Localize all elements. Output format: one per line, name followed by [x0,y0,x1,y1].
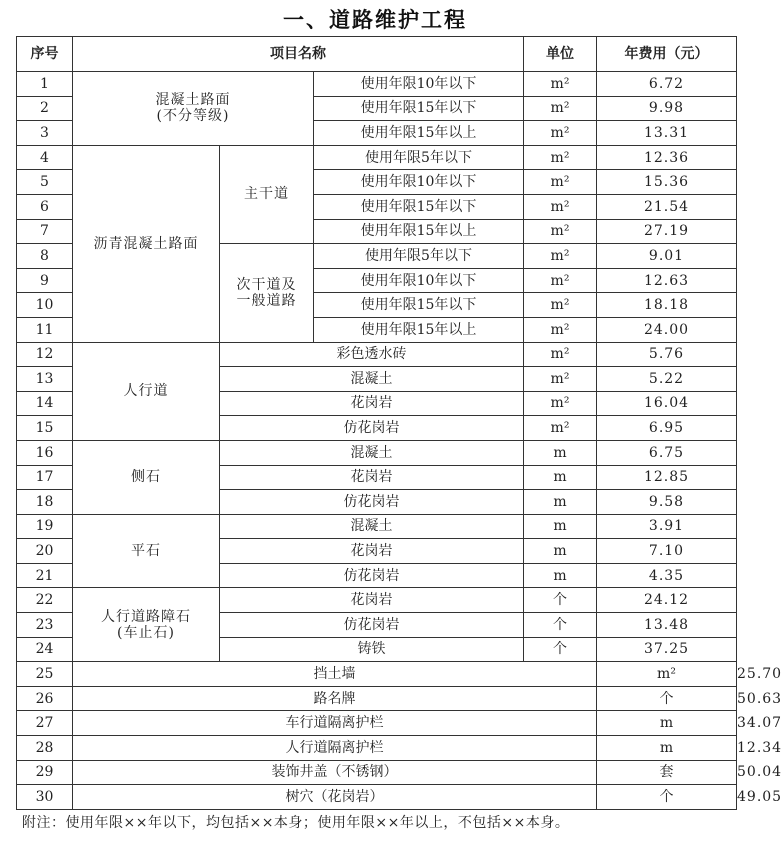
table-row [17,588,737,613]
row-seq: 26 [17,686,73,711]
row-seq: 20 [17,539,73,564]
row-seq: 15 [17,416,73,441]
row-fee: 13.31 [597,121,737,146]
row-item: 挡土墙 [73,662,597,687]
subcategory-minor-road: 次干道及 一般道路 [220,244,314,342]
row-seq: 12 [17,342,73,367]
row-unit: m² [524,219,597,244]
row-fee: 5.22 [597,367,737,392]
row-unit: m² [524,72,597,97]
row-fee: 7.10 [597,539,737,564]
row-fee: 21.54 [597,194,737,219]
category-flat-stone: 平石 [73,514,220,588]
table-row [17,342,737,367]
row-unit: m² [597,662,737,687]
row-unit: m [524,465,597,490]
row-seq: 17 [17,465,73,490]
row-unit: m [597,736,737,761]
row-fee: 24.12 [597,588,737,613]
row-item: 车行道隔离护栏 [73,711,597,736]
row-unit: m [524,514,597,539]
row-seq: 3 [17,121,73,146]
row-seq: 7 [17,219,73,244]
row-fee: 12.36 [597,145,737,170]
row-item: 使用年限15年以下 [314,194,524,219]
row-seq: 30 [17,785,73,810]
row-item: 铸铁 [220,637,524,662]
row-unit: m² [524,391,597,416]
row-fee: 4.35 [597,563,737,588]
row-seq: 27 [17,711,73,736]
row-seq: 21 [17,563,73,588]
table-row [17,72,737,97]
row-fee: 9.58 [597,490,737,515]
row-seq: 23 [17,613,73,638]
row-item: 人行道隔离护栏 [73,736,597,761]
row-item: 仿花岗岩 [220,613,524,638]
table-row: 28 人行道隔离护栏 m 12.34 [17,736,737,761]
row-seq: 24 [17,637,73,662]
header-fee: 年费用（元） [597,37,737,72]
row-item: 仿花岗岩 [220,563,524,588]
table-row: 25 挡土墙 m² 25.70 [17,662,737,687]
row-seq: 10 [17,293,73,318]
row-seq: 4 [17,145,73,170]
table-header-row [17,37,737,72]
row-item: 路名牌 [73,686,597,711]
row-unit: m [524,563,597,588]
row-fee: 6.72 [597,72,737,97]
footnote: 附注：使用年限××年以下，均包括××本身；使用年限××年以上，不包括××本身。 [22,815,570,831]
table-row [17,440,737,465]
row-fee: 27.19 [597,219,737,244]
table-row: 26 路名牌 个 50.63 [17,686,737,711]
row-fee: 9.98 [597,96,737,121]
header-seq: 序号 [17,37,73,72]
row-item: 使用年限5年以下 [314,244,524,269]
row-unit: m [524,490,597,515]
row-item: 使用年限15年以下 [314,293,524,318]
row-seq: 25 [17,662,73,687]
category-concrete-pavement: 混凝土路面 (不分等级) [73,72,314,146]
table-row: 27 车行道隔离护栏 m 34.07 [17,711,737,736]
header-unit: 单位 [524,37,597,72]
row-unit: m² [524,96,597,121]
row-item: 使用年限15年以下 [314,96,524,121]
row-seq: 11 [17,317,73,342]
row-seq: 2 [17,96,73,121]
row-unit: 套 [597,760,737,785]
row-item: 树穴（花岗岩） [73,785,597,810]
row-unit: 个 [524,613,597,638]
row-unit: 个 [597,785,737,810]
row-fee: 37.25 [597,637,737,662]
row-seq: 28 [17,736,73,761]
row-unit: 个 [524,637,597,662]
row-item: 混凝土 [220,367,524,392]
table-row: 29 装饰井盖（不锈钢） 套 50.04 [17,760,737,785]
row-item: 使用年限15年以上 [314,121,524,146]
table-row [17,145,737,170]
row-item: 仿花岗岩 [220,490,524,515]
row-unit: 个 [597,686,737,711]
table-row: 30 树穴（花岗岩） 个 49.05 [17,785,737,810]
table-row [17,514,737,539]
row-item: 花岗岩 [220,465,524,490]
category-barrier-stone: 人行道路障石 (车止石) [73,588,220,662]
row-fee: 6.75 [597,440,737,465]
category-curb-stone: 侧石 [73,440,220,514]
row-item: 花岗岩 [220,588,524,613]
row-seq: 18 [17,490,73,515]
row-seq: 1 [17,72,73,97]
row-unit: m² [524,416,597,441]
row-item: 使用年限5年以下 [314,145,524,170]
page-title: 一、道路维护工程 [283,8,467,32]
row-fee: 12.85 [597,465,737,490]
row-item: 花岗岩 [220,391,524,416]
row-unit: m² [524,342,597,367]
row-item: 混凝土 [220,514,524,539]
row-seq: 13 [17,367,73,392]
row-seq: 29 [17,760,73,785]
row-item: 花岗岩 [220,539,524,564]
row-fee: 9.01 [597,244,737,269]
maintenance-cost-table [16,36,782,810]
row-item: 彩色透水砖 [220,342,524,367]
row-unit: m² [524,293,597,318]
category-sidewalk: 人行道 [73,342,220,440]
row-item: 使用年限15年以上 [314,219,524,244]
row-unit: m² [524,121,597,146]
row-unit: m [524,539,597,564]
row-seq: 5 [17,170,73,195]
row-item: 使用年限15年以上 [314,317,524,342]
row-seq: 9 [17,268,73,293]
row-unit: m² [524,367,597,392]
subcategory-main-road: 主干道 [220,145,314,243]
row-unit: m² [524,194,597,219]
row-fee: 24.00 [597,317,737,342]
row-item: 使用年限10年以下 [314,268,524,293]
row-item: 仿花岗岩 [220,416,524,441]
row-fee: 6.95 [597,416,737,441]
row-unit: m² [524,317,597,342]
row-item: 使用年限10年以下 [314,170,524,195]
row-item: 使用年限10年以下 [314,72,524,97]
row-fee: 12.63 [597,268,737,293]
row-unit: m² [524,244,597,269]
row-fee: 18.18 [597,293,737,318]
row-unit: m [524,440,597,465]
row-unit: m² [524,268,597,293]
row-seq: 14 [17,391,73,416]
row-item: 混凝土 [220,440,524,465]
row-unit: 个 [524,588,597,613]
row-item: 装饰井盖（不锈钢） [73,760,597,785]
row-unit: m [597,711,737,736]
row-seq: 16 [17,440,73,465]
row-seq: 8 [17,244,73,269]
row-fee: 13.48 [597,613,737,638]
row-fee: 16.04 [597,391,737,416]
row-fee: 5.76 [597,342,737,367]
category-asphalt-pavement: 沥青混凝土路面 [73,145,220,342]
row-fee: 3.91 [597,514,737,539]
row-fee: 15.36 [597,170,737,195]
row-seq: 19 [17,514,73,539]
row-seq: 6 [17,194,73,219]
row-unit: m² [524,170,597,195]
row-seq: 22 [17,588,73,613]
row-unit: m² [524,145,597,170]
header-item: 项目名称 [73,37,524,72]
